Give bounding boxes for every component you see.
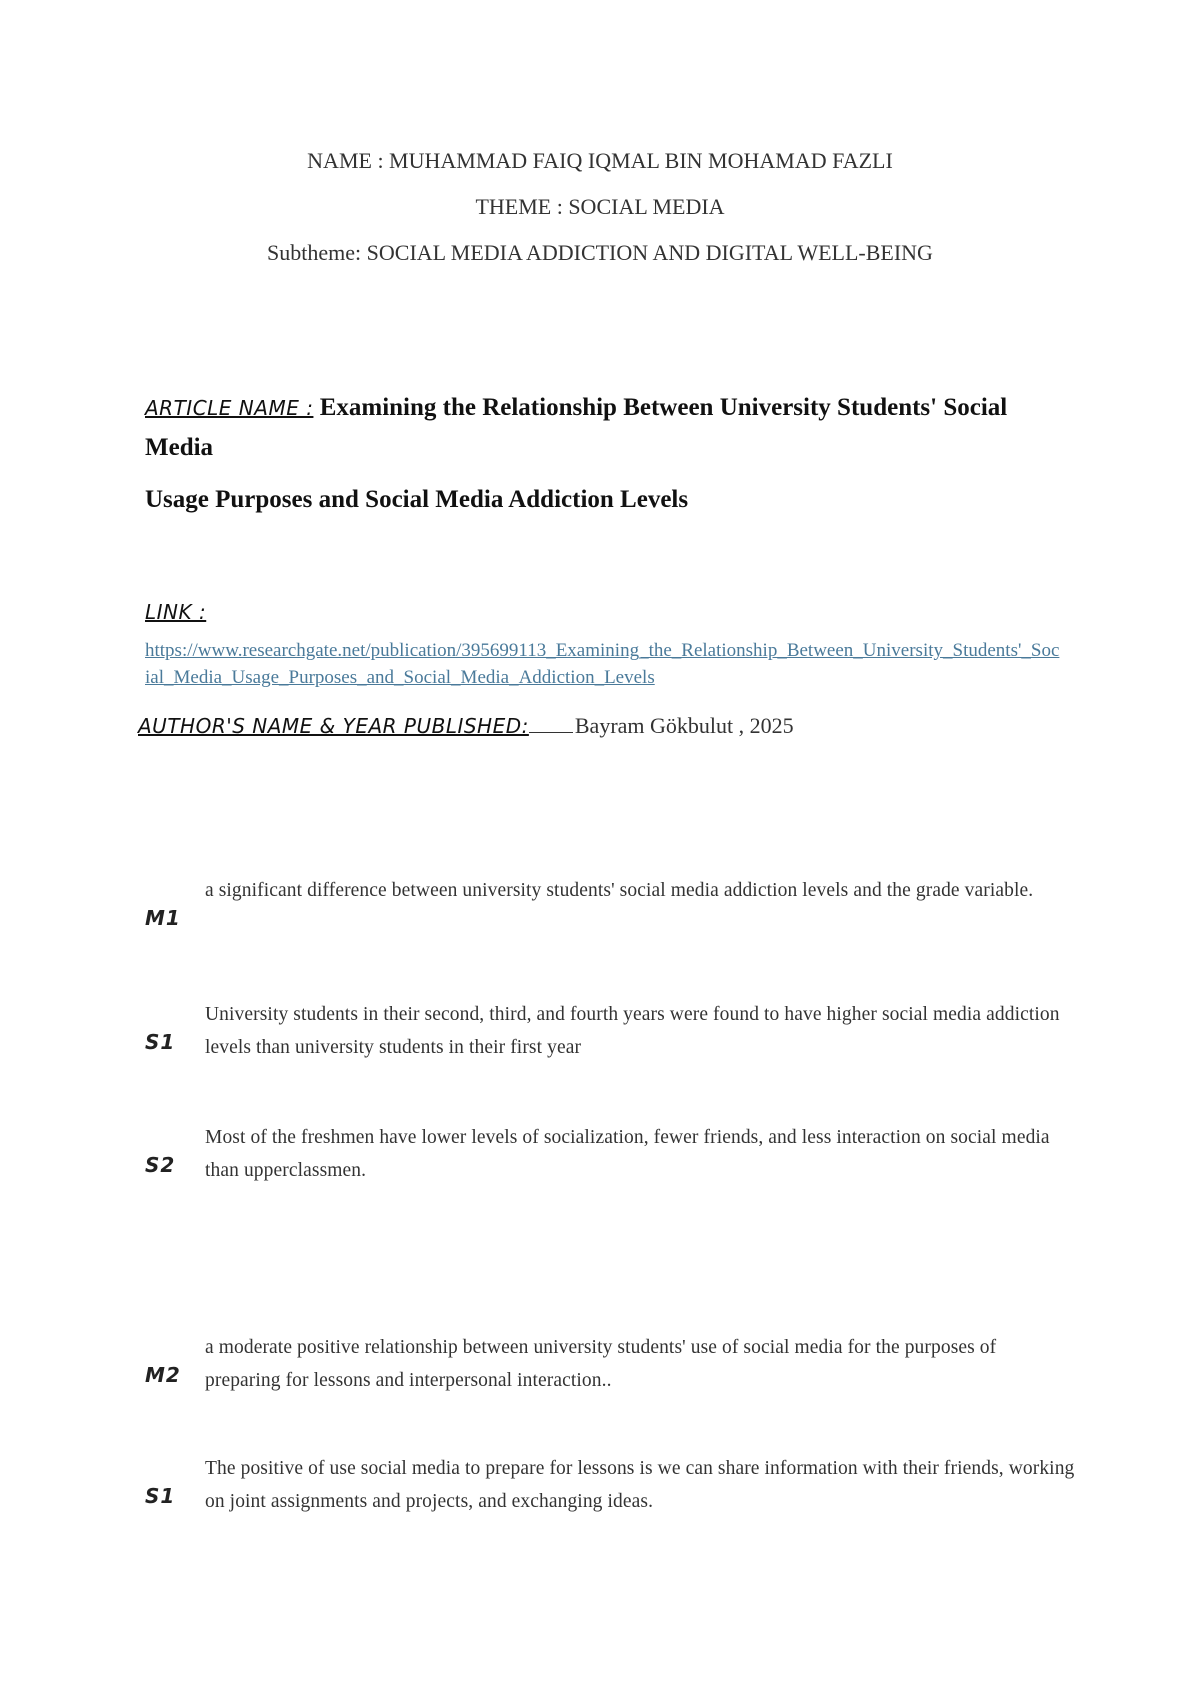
point-label: M2 xyxy=(145,1363,181,1387)
article-name-section xyxy=(145,388,1075,520)
student-name-line: NAME : MUHAMMAD FAIQ IQMAL BIN MOHAMAD FAZLI xyxy=(307,148,893,173)
point-s1 xyxy=(145,998,1075,1062)
author-underline xyxy=(529,732,573,733)
subtheme-line: Subtheme: SOCIAL MEDIA ADDICTION AND DIGITAL WELL-BEING xyxy=(267,240,933,265)
article-title-line2: Usage Purposes and Social Media Addiction Levels xyxy=(145,486,689,513)
point-m2 xyxy=(145,1331,1075,1395)
point-text: a moderate positive relationship between university students' use of social media for the purposes of preparing for lessons and interpersonal interaction.. xyxy=(205,1337,997,1391)
point-label: S1 xyxy=(145,1484,176,1508)
article-title-line1: Examining the Relationship Between University Students' Social Media xyxy=(145,394,1008,461)
author-value: Bayram Gökbulut , 2025 xyxy=(574,713,794,738)
point-text: a significant difference between university students' social media addiction levels and the grade variable. xyxy=(205,880,1034,901)
point-s1-second xyxy=(145,1452,1075,1516)
point-label: S2 xyxy=(145,1153,176,1177)
point-text: Most of the freshmen have lower levels of socialization, fewer friends, and less interaction on social media than upperclassmen. xyxy=(205,1127,1050,1181)
theme-line: THEME : SOCIAL MEDIA xyxy=(475,194,725,219)
author-row xyxy=(138,713,794,739)
article-link[interactable]: https://www.researchgate.net/publication/395699113_Examining_the_Relationship_Between_University_Students'_Social_Media_Usage_Purposes_and_Social_Media_Addiction_Levels xyxy=(145,640,1060,688)
point-label: S1 xyxy=(145,1030,176,1054)
author-label: AUTHOR'S NAME & YEAR PUBLISHED: xyxy=(138,714,529,738)
point-s2 xyxy=(145,1121,1075,1185)
point-label: M1 xyxy=(145,906,181,930)
point-text: The positive of use social media to prepare for lessons is we can share information with their friends, working on joint assignments and projects, and exchanging ideas. xyxy=(205,1458,1075,1512)
point-m1 xyxy=(145,874,1075,938)
point-text: University students in their second, third, and fourth years were found to have higher social media addiction levels than university students in their first year xyxy=(205,1004,1060,1058)
article-name-label: ARTICLE NAME : xyxy=(145,396,314,420)
link-label: LINK : xyxy=(145,600,207,624)
